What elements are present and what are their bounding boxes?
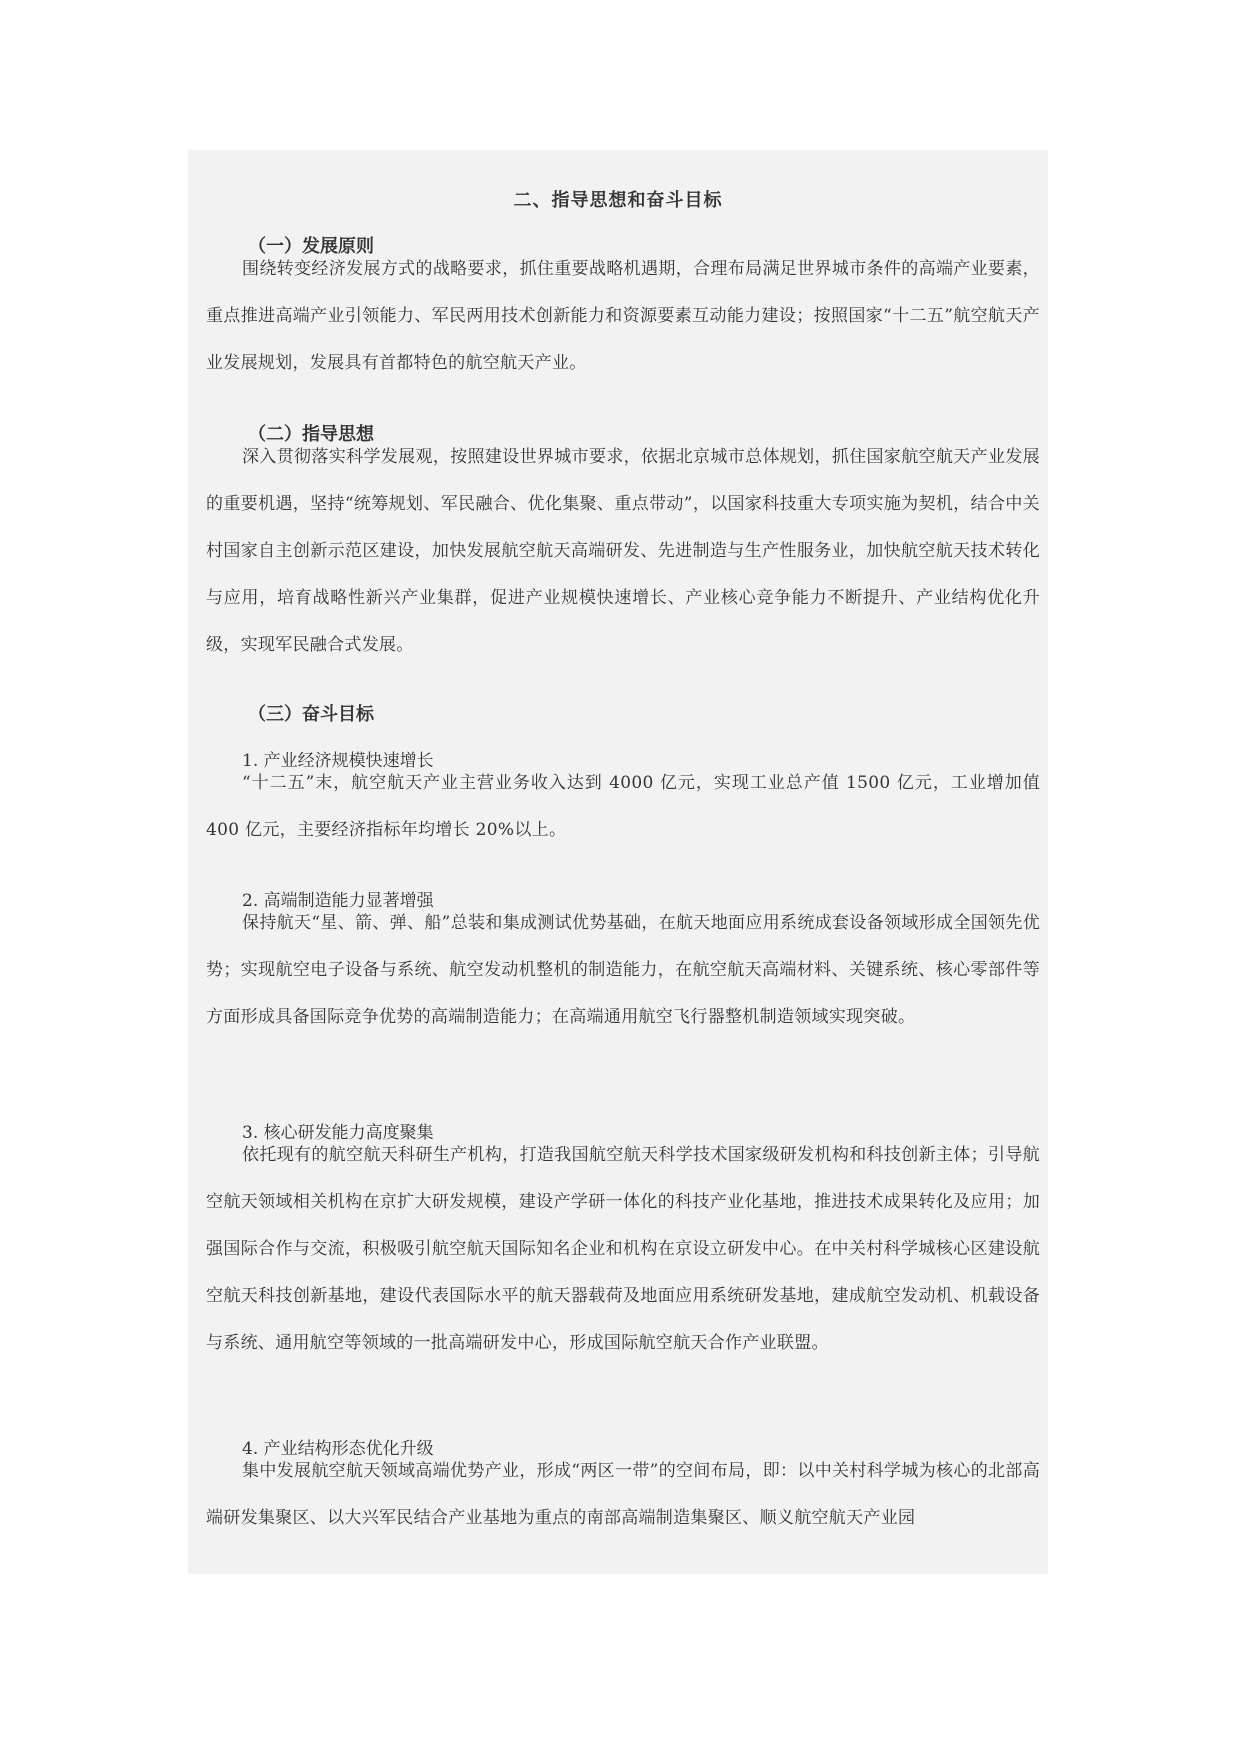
section-heading-goals: （三）奋斗目标 — [248, 704, 374, 725]
goal-item-paragraph: 保持航天“星、箭、弹、船”总装和集成测试优势基础，在航天地面应用系统成套设备领域形成全国领先优势；实现航空电子设备与系统、航空发动机整机的制造能力，在航空航天高端材料、关键系统、核心零部件等方面形成具备国际竞争优势的高端制造能力；在高端通用航空飞行器整机制造领域实现突破。 — [206, 913, 1040, 1027]
section-heading-principles: （一）发展原则 — [248, 236, 374, 257]
goal-item-title: 3. 核心研发能力高度聚集 — [242, 1123, 434, 1143]
document-title: 二、指导思想和奋斗目标 — [513, 190, 723, 211]
goal-item-paragraph: 集中发展航空航天领域高端优势产业，形成“两区一带”的空间布局，即：以中关村科学城为核心的北部高端研发集聚区、以大兴军民结合产业基地为重点的南部高端制造集聚区、顺义航空航天产业园 — [206, 1461, 1040, 1528]
goal-item-paragraph: 依托现有的航空航天科研生产机构，打造我国航空航天科学技术国家级研发机构和科技创新主体；引导航空航天领域相关机构在京扩大研发规模，建设产学研一体化的科技产业化基地，推进技术成果转化及应用；加强国际合作与交流，积极吸引航空航天国际知名企业和机构在京设立研发中心。在中关村科学城核心区建设航空航天科技创新基地，建设代表国际水平的航天器载荷及地面应用系统研发基地，建成航空发动机、机载设备与系统、通用航空等领域的一批高端研发中心，形成国际航空航天合作产业联盟。 — [206, 1145, 1040, 1353]
goal-item-paragraph: “十二五”末，航空航天产业主营业务收入达到 4000 亿元，实现工业总产值 1500 亿元，工业增加值 400 亿元，主要经济指标年均增长 20%以上。 — [206, 773, 1040, 840]
section-paragraph-guiding-ideology: 深入贯彻落实科学发展观，按照建设世界城市要求，依据北京城市总体规划，抓住国家航空航天产业发展的重要机遇，坚持“统筹规划、军民融合、优化集聚、重点带动”，以国家科技重大专项实施为契机，结合中关村国家自主创新示范区建设，加快发展航空航天高端研发、先进制造与生产性服务业，加快航空航天技术转化与应用，培育战略性新兴产业集群，促进产业规模快速增长、产业核心竞争能力不断提升、产业结构优化升级，实现军民融合式发展。 — [206, 447, 1040, 655]
section-heading-guiding-ideology: （二）指导思想 — [248, 424, 374, 445]
goal-item-title: 1. 产业经济规模快速增长 — [242, 751, 434, 771]
goal-item-title: 4. 产业结构形态优化升级 — [242, 1439, 434, 1459]
goal-item-title: 2. 高端制造能力显著增强 — [242, 891, 434, 911]
document-page — [188, 150, 1048, 1574]
section-paragraph-principles: 围绕转变经济发展方式的战略要求，抓住重要战略机遇期，合理布局满足世界城市条件的高端产业要素，重点推进高端产业引领能力、军民两用技术创新能力和资源要素互动能力建设；按照国家“十二五”航空航天产业发展规划，发展具有首都特色的航空航天产业。 — [206, 259, 1040, 373]
